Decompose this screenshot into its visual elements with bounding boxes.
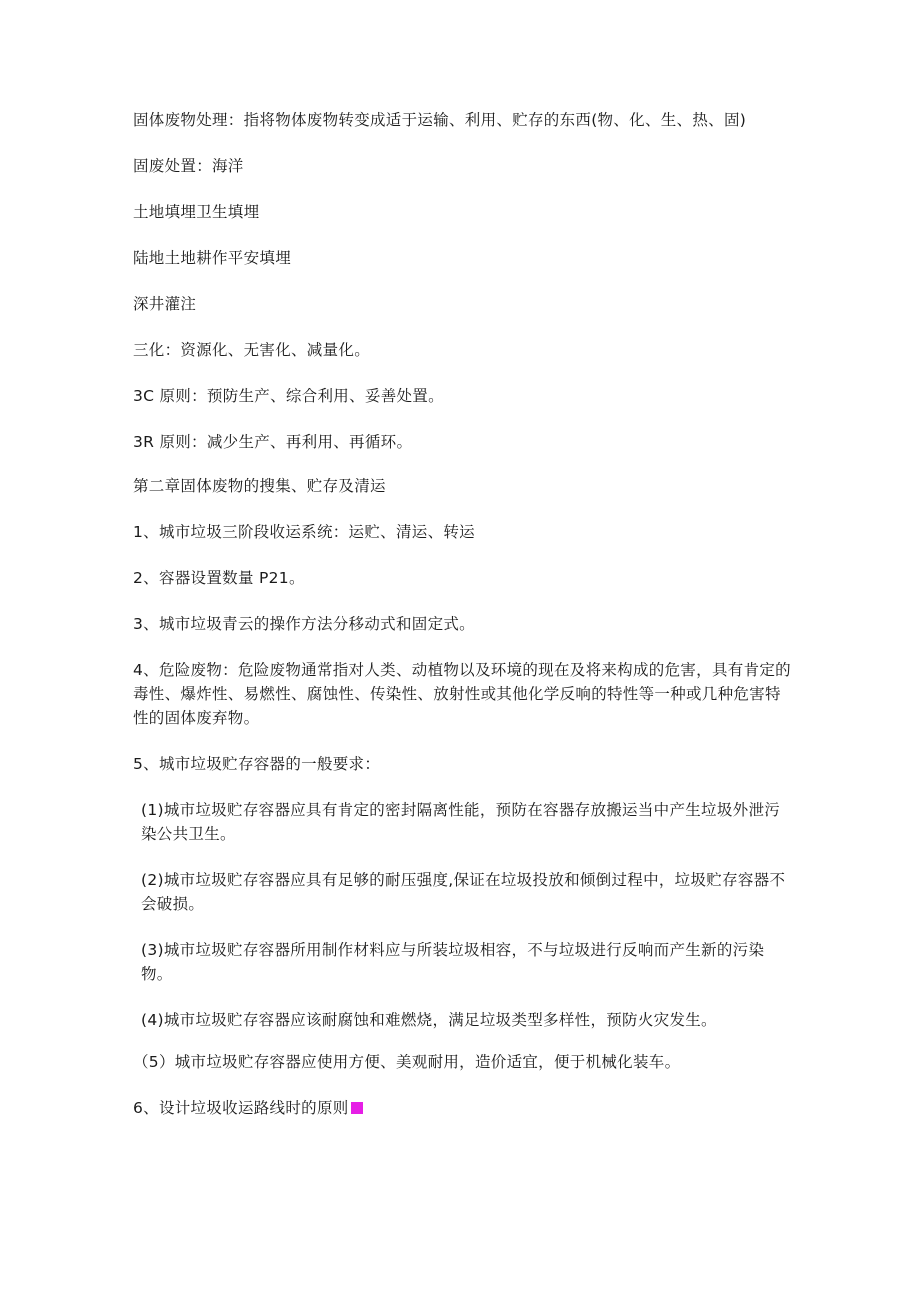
list-item-3: 3、城市垃圾青云的操作方法分移动式和固定式。 xyxy=(133,615,475,633)
paragraph-solid-waste-treatment: 固体废物处理：指将物体废物转变成适于运输、利用、贮存的东西(物、化、生、热、固) xyxy=(133,111,747,129)
sub-item-5: （5）城市垃圾贮存容器应使用方便、美观耐用，造价适宜，便于机械化装车。 xyxy=(133,1053,681,1071)
list-item-1: 1、城市垃圾三阶段收运系统：运贮、清运、转运 xyxy=(133,523,475,541)
paragraph-3r-principle: 3R 原则：减少生产、再利用、再循环。 xyxy=(133,433,413,451)
list-item-6-row xyxy=(133,1096,793,1120)
paragraph-deep-well: 深井灌注 xyxy=(133,295,197,313)
list-item-4: 4、危险废物：危险废物通常指对人类、动植物以及环境的现在及将来构成的危害，具有肯定的毒性、爆炸性、易燃性、腐蚀性、传染性、放射性或其他化学反响的特性等一种或几种危害特性的固体废弃物。 xyxy=(133,661,791,727)
paragraph-3c-principle: 3C 原则：预防生产、综合利用、妥善处置。 xyxy=(133,387,444,405)
list-item-5: 5、城市垃圾贮存容器的一般要求： xyxy=(133,755,381,773)
sub-item-2: (2)城市垃圾贮存容器应具有足够的耐压强度,保证在垃圾投放和倾倒过程中，垃圾贮存容器不会破损。 xyxy=(141,871,786,913)
document-body xyxy=(133,108,793,1120)
sub-item-4: (4)城市垃圾贮存容器应该耐腐蚀和难燃烧，满足垃圾类型多样性，预防火灾发生。 xyxy=(141,1011,717,1029)
paragraph-sanitary-landfill: 土地填埋卫生填埋 xyxy=(133,203,260,221)
paragraph-disposal-ocean: 固废处置：海洋 xyxy=(133,157,244,175)
pink-marker-icon xyxy=(351,1102,363,1114)
list-item-6: 6、设计垃圾收运路线时的原则 xyxy=(133,1099,349,1117)
paragraph-land-farming: 陆地土地耕作平安填埋 xyxy=(133,249,292,267)
paragraph-three-principles: 三化：资源化、无害化、减量化。 xyxy=(133,341,371,359)
sub-item-3: (3)城市垃圾贮存容器所用制作材料应与所装垃圾相容，不与垃圾进行反响而产生新的污染物。 xyxy=(141,941,765,983)
chapter-heading: 第二章固体废物的搜集、贮存及清运 xyxy=(133,477,386,495)
list-item-2: 2、容器设置数量 P21。 xyxy=(133,569,305,587)
sub-item-1: (1)城市垃圾贮存容器应具有肯定的密封隔离性能，预防在容器存放搬运当中产生垃圾外泄污染公共卫生。 xyxy=(141,801,781,843)
